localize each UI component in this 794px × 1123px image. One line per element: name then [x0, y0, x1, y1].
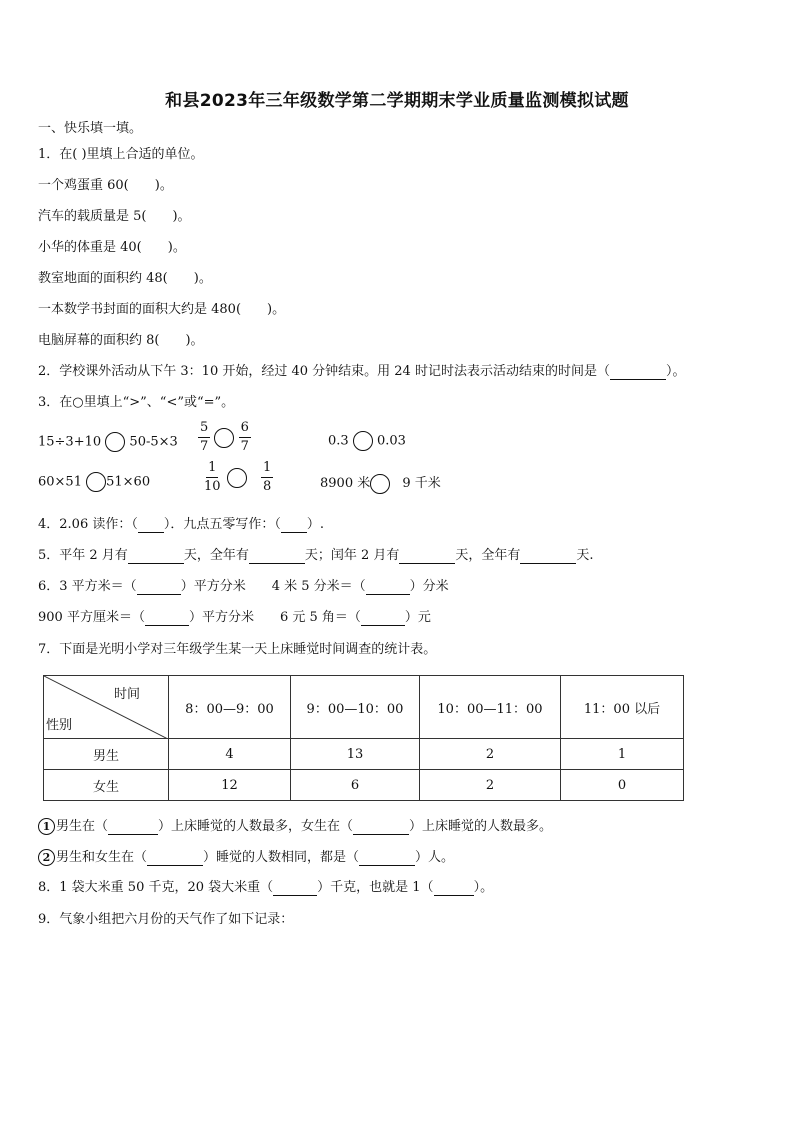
question-3-stem: 3．在○里填上“>”、“<”或“=”。: [38, 395, 235, 410]
table-cell: 2: [420, 739, 561, 770]
question-1-item-4: 教室地面的面积约 48( )。: [38, 271, 212, 286]
answer-blank[interactable]: [353, 820, 409, 835]
question-1-item-2: 汽车的载质量是 5( )。: [38, 209, 191, 224]
question-4: 4．2.06 读作：（ ）．九点五零写作：（ ）.: [38, 517, 325, 532]
table-cell: 12: [169, 770, 291, 801]
question-1-item-1: 一个鸡蛋重 60( )。: [38, 178, 173, 193]
q3-compare-a2: 60×51 51×60: [38, 472, 150, 492]
q3-compare-b1: [198, 421, 251, 454]
circled-number: 1: [38, 818, 55, 835]
question-1-item-6: 电脑屏幕的面积约 8( )。: [38, 333, 204, 348]
compare-circle[interactable]: [227, 468, 247, 488]
answer-blank[interactable]: [108, 820, 158, 835]
question-6-line-2: 900 平方厘米＝（ ）平方分米 6 元 5 角＝（ ）元: [38, 610, 431, 625]
table-cell: 0: [561, 770, 684, 801]
q3-compare-a1: 15÷3+10 50-5×3: [38, 432, 178, 452]
compare-circle[interactable]: [105, 432, 125, 452]
table-cell: 4: [169, 739, 291, 770]
table-header-cell: 8：00—9：00: [169, 676, 291, 739]
section-heading-1: 一、快乐填一填。: [38, 121, 143, 136]
fraction: $\frac{5}{7}$: [200, 420, 209, 454]
table-cell: 2: [420, 770, 561, 801]
table-header-cell: 11：00 以后: [561, 676, 684, 739]
table-row: [44, 739, 684, 770]
answer-blank[interactable]: [361, 611, 405, 626]
corner-label-gender: 性别: [46, 718, 73, 733]
question-2: 2．学校课外活动从下午 3：10 开始，经过 40 分钟结束。用 24 时记时法表示活动结束的时间是（ ）。: [38, 364, 686, 379]
question-7-sub-1: 1 男生在（ ）上床睡觉的人数最多，女生在（ ）上床睡觉的人数最多。: [38, 818, 552, 835]
answer-blank[interactable]: [128, 549, 184, 564]
row-label: 女生: [44, 770, 169, 801]
answer-blank[interactable]: [359, 851, 415, 866]
table-corner-cell: [44, 676, 169, 739]
fraction: $\frac{6}{7}$: [240, 420, 249, 454]
fraction: $\frac{1}{10}$: [204, 460, 221, 494]
question-5: 5．平年 2 月有 天，全年有 天；闰年 2 月有 天，全年有 天.: [38, 548, 594, 563]
compare-circle[interactable]: [370, 474, 390, 494]
answer-blank[interactable]: [145, 611, 189, 626]
answer-blank[interactable]: [399, 549, 455, 564]
answer-blank[interactable]: [281, 518, 307, 533]
answer-blank[interactable]: [610, 365, 666, 380]
q3-compare-b2: [202, 461, 273, 494]
sleep-time-table: [43, 675, 684, 801]
answer-blank[interactable]: [434, 881, 474, 896]
table-cell: 1: [561, 739, 684, 770]
page-title: 和县2023年三年级数学第二学期期末学业质量监测模拟试题: [165, 91, 629, 111]
question-8: 8．1 袋大米重 50 千克，20 袋大米重（ ）千克，也就是 1（ ）。: [38, 880, 494, 895]
table-header-row: [44, 676, 684, 739]
question-1-stem: 1．在( )里填上合适的单位。: [38, 147, 204, 162]
corner-label-time: 时间: [114, 687, 141, 702]
row-label: 男生: [44, 739, 169, 770]
question-1-item-5: 一本数学书封面的面积大约是 480( )。: [38, 302, 286, 317]
compare-circle[interactable]: [86, 472, 106, 492]
answer-blank[interactable]: [138, 518, 164, 533]
question-1-item-3: 小华的体重是 40( )。: [38, 240, 186, 255]
answer-blank[interactable]: [520, 549, 576, 564]
table-header-cell: 10：00—11：00: [420, 676, 561, 739]
table-header-cell: 9：00—10：00: [291, 676, 420, 739]
question-7-sub-2: 2 男生和女生在（ ）睡觉的人数相同，都是（ ）人。: [38, 849, 454, 866]
answer-blank[interactable]: [273, 881, 317, 896]
answer-blank[interactable]: [147, 851, 203, 866]
table-cell: 13: [291, 739, 420, 770]
fraction: $\frac{1}{8}$: [262, 460, 272, 494]
answer-blank[interactable]: [137, 580, 181, 595]
q3-compare-c2: 8900 米 9 千米: [320, 472, 441, 494]
compare-circle[interactable]: [353, 431, 373, 451]
question-6-line-1: 6．3 平方米＝（ ）平方分米 4 米 5 分米＝（ ）分米: [38, 579, 449, 594]
answer-blank[interactable]: [366, 580, 410, 595]
question-7-stem: 7．下面是光明小学对三年级学生某一天上床睡觉时间调查的统计表。: [38, 642, 437, 657]
compare-circle[interactable]: [214, 428, 234, 448]
table-cell: 6: [291, 770, 420, 801]
circled-number: 2: [38, 849, 55, 866]
answer-blank[interactable]: [249, 549, 305, 564]
q3-compare-c1: 0.3 0.03: [328, 431, 406, 451]
table-row: [44, 770, 684, 801]
question-9-stem: 9．气象小组把六月份的天气作了如下记录：: [38, 912, 294, 927]
